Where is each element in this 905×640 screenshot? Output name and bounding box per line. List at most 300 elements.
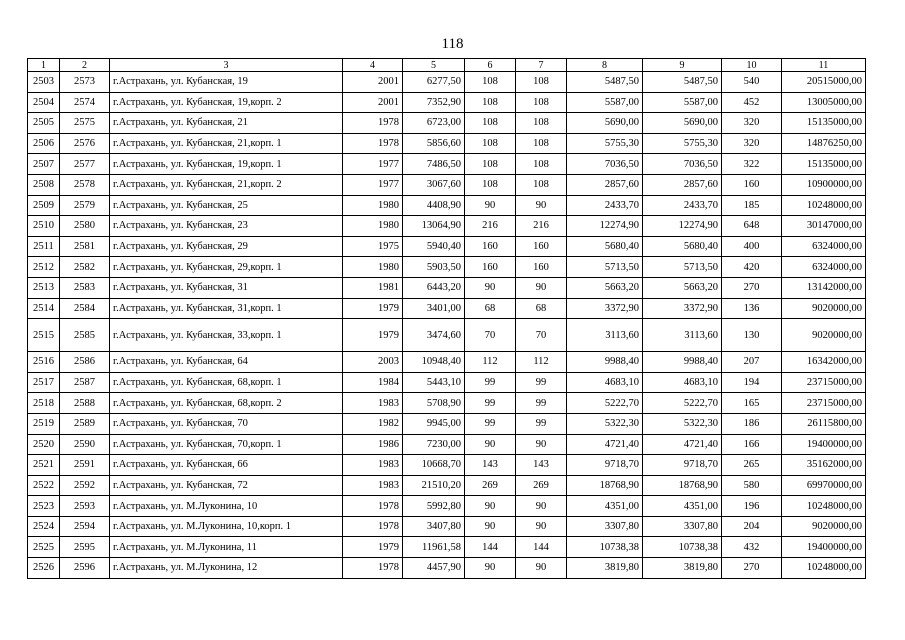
table-cell: 1979 [343,537,403,558]
table-cell: 1977 [343,174,403,195]
table-cell: 2580 [60,216,110,237]
table-cell: 1983 [343,393,403,414]
table-cell: 540 [722,72,782,93]
table-cell: 99 [465,393,516,414]
page-number: 118 [441,36,464,52]
table-cell: 9020000,00 [782,298,866,319]
table-cell: 143 [465,455,516,476]
table-cell: 7230,00 [403,434,465,455]
table-cell: 204 [722,516,782,537]
table-cell: 3307,80 [643,516,722,537]
table-cell: 10948,40 [403,352,465,373]
table-cell: 2574 [60,92,110,113]
column-header: 7 [516,59,567,72]
table-cell: г.Астрахань, ул. Кубанская, 68,корп. 2 [110,393,343,414]
table-row [28,298,866,319]
table-cell: 6324000,00 [782,257,866,278]
table-cell: 3113,60 [643,319,722,352]
table-cell: 165 [722,393,782,414]
table-cell: 2857,60 [567,174,643,195]
table-cell: 23715000,00 [782,393,866,414]
table-cell: 2588 [60,393,110,414]
column-header: 10 [722,59,782,72]
table-cell: 3407,80 [403,516,465,537]
table-cell: 19400000,00 [782,537,866,558]
table-cell: 7352,90 [403,92,465,113]
table-cell: г.Астрахань, ул. М.Луконина, 12 [110,558,343,579]
table-cell: г.Астрахань, ул. Кубанская, 19 [110,72,343,93]
table-cell: 99 [465,413,516,434]
table-cell: 108 [516,113,567,134]
table-cell: 5680,40 [567,236,643,257]
table-cell: 1981 [343,277,403,298]
table-cell: 2003 [343,352,403,373]
table-cell: 2577 [60,154,110,175]
table-row [28,516,866,537]
table-cell: 7036,50 [567,154,643,175]
table-cell: 136 [722,298,782,319]
table-cell: 1982 [343,413,403,434]
table-cell: 99 [465,372,516,393]
table-cell: 2589 [60,413,110,434]
table-cell: г.Астрахань, ул. Кубанская, 66 [110,455,343,476]
table-cell: 5856,60 [403,133,465,154]
table-cell: 112 [516,352,567,373]
table-cell: 5322,30 [643,413,722,434]
table-cell: 1980 [343,216,403,237]
table-cell: 2584 [60,298,110,319]
table-cell: 3819,80 [567,558,643,579]
table-cell: 144 [465,537,516,558]
table-cell: 4721,40 [567,434,643,455]
table-cell: 580 [722,475,782,496]
table-cell: г.Астрахань, ул. Кубанская, 70,корп. 1 [110,434,343,455]
table-cell: 2518 [28,393,60,414]
table-cell: г.Астрахань, ул. Кубанская, 19,корп. 2 [110,92,343,113]
table-cell: 4457,90 [403,558,465,579]
table-cell: 5992,80 [403,496,465,517]
table-cell: 130 [722,319,782,352]
table-row [28,393,866,414]
table-cell: 2857,60 [643,174,722,195]
table-cell: г.Астрахань, ул. Кубанская, 68,корп. 1 [110,372,343,393]
table-cell: 5755,30 [567,133,643,154]
table-cell: 5587,00 [567,92,643,113]
table-cell: 4721,40 [643,434,722,455]
table-row [28,434,866,455]
table-cell: 320 [722,113,782,134]
table-cell: 269 [516,475,567,496]
table-cell: 99 [516,393,567,414]
table-cell: 5755,30 [643,133,722,154]
table-cell: 5903,50 [403,257,465,278]
table-cell: 23715000,00 [782,372,866,393]
table-cell: 4683,10 [567,372,643,393]
table-cell: г.Астрахань, ул. Кубанская, 31 [110,277,343,298]
table-row [28,352,866,373]
table-cell: 3819,80 [643,558,722,579]
column-header: 3 [110,59,343,72]
table-cell: 3307,80 [567,516,643,537]
table-cell: 2509 [28,195,60,216]
table-cell: 12274,90 [643,216,722,237]
table-cell: г.Астрахань, ул. Кубанская, 72 [110,475,343,496]
table-cell: 15135000,00 [782,154,866,175]
table-cell: 186 [722,413,782,434]
table-cell: 166 [722,434,782,455]
table-cell: 2001 [343,92,403,113]
table-cell: 10900000,00 [782,174,866,195]
table-cell: 5690,00 [567,113,643,134]
table-cell: 322 [722,154,782,175]
table-cell: 207 [722,352,782,373]
table-cell: 10738,38 [643,537,722,558]
table-cell: 5940,40 [403,236,465,257]
table-cell: 90 [465,195,516,216]
table-cell: 2522 [28,475,60,496]
table-cell: 99 [516,413,567,434]
table-cell: 2514 [28,298,60,319]
table-cell: 5708,90 [403,393,465,414]
table-cell: 160 [516,257,567,278]
table-cell: 9020000,00 [782,516,866,537]
column-header: 1 [28,59,60,72]
table-cell: 2503 [28,72,60,93]
table-cell: 13064,90 [403,216,465,237]
table-cell: 19400000,00 [782,434,866,455]
table-cell: 2506 [28,133,60,154]
column-header: 4 [343,59,403,72]
table-cell: 160 [465,236,516,257]
table-cell: 1978 [343,133,403,154]
table-cell: 2594 [60,516,110,537]
table-cell: 10738,38 [567,537,643,558]
column-header: 11 [782,59,866,72]
table-cell: 30147000,00 [782,216,866,237]
table-cell: 9988,40 [567,352,643,373]
table-cell: 2596 [60,558,110,579]
table-cell: г.Астрахань, ул. Кубанская, 33,корп. 1 [110,319,343,352]
table-row [28,195,866,216]
table-cell: 5222,70 [567,393,643,414]
table-cell: 1978 [343,496,403,517]
table-cell: 320 [722,133,782,154]
column-header: 9 [643,59,722,72]
table-cell: 194 [722,372,782,393]
table-row [28,92,866,113]
table-cell: 20515000,00 [782,72,866,93]
table-cell: 144 [516,537,567,558]
table-cell: 1978 [343,558,403,579]
table-cell: 1983 [343,475,403,496]
table-cell: 4351,00 [567,496,643,517]
table-cell: 3372,90 [643,298,722,319]
table-cell: 2523 [28,496,60,517]
table-cell: 99 [516,372,567,393]
table-cell: 2504 [28,92,60,113]
table-cell: 4408,90 [403,195,465,216]
table-cell: 108 [516,92,567,113]
table-cell: 35162000,00 [782,455,866,476]
table-row [28,133,866,154]
table-cell: 2510 [28,216,60,237]
table-cell: 2513 [28,277,60,298]
table-cell: 1986 [343,434,403,455]
table-cell: 5222,70 [643,393,722,414]
table-row [28,277,866,298]
table-cell: 9945,00 [403,413,465,434]
table-cell: 2516 [28,352,60,373]
table-cell: 2583 [60,277,110,298]
table-cell: 5487,50 [567,72,643,93]
table-cell: 196 [722,496,782,517]
table-cell: 2581 [60,236,110,257]
table-cell: 1984 [343,372,403,393]
table-cell: г.Астрахань, ул. Кубанская, 31,корп. 1 [110,298,343,319]
table-cell: 452 [722,92,782,113]
table-cell: 4683,10 [643,372,722,393]
table-cell: 270 [722,558,782,579]
table-cell: 2593 [60,496,110,517]
table-cell: 3401,00 [403,298,465,319]
table-cell: 13005000,00 [782,92,866,113]
table-cell: 12274,90 [567,216,643,237]
table-cell: 648 [722,216,782,237]
table-cell: 108 [465,154,516,175]
table-cell: 108 [516,174,567,195]
table-cell: 400 [722,236,782,257]
table-row [28,413,866,434]
table-row [28,537,866,558]
table-cell: 2575 [60,113,110,134]
table-cell: г.Астрахань, ул. Кубанская, 29 [110,236,343,257]
table-cell: 5680,40 [643,236,722,257]
table-cell: 10248000,00 [782,496,866,517]
table-cell: 2505 [28,113,60,134]
table-cell: 3372,90 [567,298,643,319]
table-cell: г.Астрахань, ул. Кубанская, 23 [110,216,343,237]
table-cell: 6324000,00 [782,236,866,257]
table-cell: 112 [465,352,516,373]
table-cell: 6277,50 [403,72,465,93]
table-cell: 2508 [28,174,60,195]
table-row [28,257,866,278]
table-cell: 3113,60 [567,319,643,352]
table-cell: 2433,70 [567,195,643,216]
table-cell: 7486,50 [403,154,465,175]
table-cell: 2517 [28,372,60,393]
table-cell: 2586 [60,352,110,373]
table-cell: 2592 [60,475,110,496]
table-cell: 4351,00 [643,496,722,517]
table-row [28,154,866,175]
table-cell: 1979 [343,319,403,352]
table-cell: 10248000,00 [782,195,866,216]
table-cell: 5690,00 [643,113,722,134]
table-cell: 90 [465,558,516,579]
table-cell: 1979 [343,298,403,319]
table-cell: 70 [465,319,516,352]
table-cell: 1977 [343,154,403,175]
table-cell: 5713,50 [643,257,722,278]
table-cell: 160 [516,236,567,257]
table-body [28,72,866,579]
table-cell: 108 [516,154,567,175]
table-cell: 265 [722,455,782,476]
table-row [28,113,866,134]
table-cell: 90 [465,277,516,298]
table-cell: 7036,50 [643,154,722,175]
table-cell: 2526 [28,558,60,579]
table-cell: 2512 [28,257,60,278]
table-cell: 11961,58 [403,537,465,558]
table-cell: 2590 [60,434,110,455]
table-cell: 5443,10 [403,372,465,393]
table-cell: 108 [516,72,567,93]
table-row [28,319,866,352]
table-cell: 5487,50 [643,72,722,93]
table-cell: 68 [465,298,516,319]
table-cell: 10668,70 [403,455,465,476]
table-cell: 216 [516,216,567,237]
table-cell: 26115800,00 [782,413,866,434]
table-cell: 16342000,00 [782,352,866,373]
table-cell: 108 [465,72,516,93]
table-cell: 2525 [28,537,60,558]
table-cell: 5663,20 [643,277,722,298]
table-cell: 6443,20 [403,277,465,298]
table-cell: г.Астрахань, ул. Кубанская, 21,корп. 1 [110,133,343,154]
table-cell: 143 [516,455,567,476]
table-cell: 108 [465,113,516,134]
table-cell: 2507 [28,154,60,175]
table-cell: 90 [516,516,567,537]
table-cell: г.Астрахань, ул. Кубанская, 70 [110,413,343,434]
table-cell: 6723,00 [403,113,465,134]
table-cell: 1980 [343,195,403,216]
table-row [28,558,866,579]
table-cell: 216 [465,216,516,237]
column-header: 5 [403,59,465,72]
table-cell: 2524 [28,516,60,537]
table-cell: 18768,90 [643,475,722,496]
table-cell: 269 [465,475,516,496]
table-cell: 185 [722,195,782,216]
table-row [28,72,866,93]
table-row [28,236,866,257]
table-cell: 2578 [60,174,110,195]
table-cell: г.Астрахань, ул. Кубанская, 29,корп. 1 [110,257,343,278]
table-row [28,475,866,496]
table-cell: 68 [516,298,567,319]
table-cell: 2521 [28,455,60,476]
table-cell: г.Астрахань, ул. М.Луконина, 11 [110,537,343,558]
table-cell: 70 [516,319,567,352]
table-cell: 10248000,00 [782,558,866,579]
table-cell: г.Астрахань, ул. Кубанская, 25 [110,195,343,216]
table-cell: 18768,90 [567,475,643,496]
table-cell: г.Астрахань, ул. Кубанская, 21,корп. 2 [110,174,343,195]
table-cell: 13142000,00 [782,277,866,298]
table-cell: 3474,60 [403,319,465,352]
table-cell: 90 [465,516,516,537]
table-cell: 108 [516,133,567,154]
housing-register-table [27,58,866,579]
table-cell: 2511 [28,236,60,257]
table-cell: 90 [516,434,567,455]
table-cell: 2519 [28,413,60,434]
table-cell: 9020000,00 [782,319,866,352]
table-cell: 160 [722,174,782,195]
table-cell: 21510,20 [403,475,465,496]
table-cell: г.Астрахань, ул. Кубанская, 64 [110,352,343,373]
table-cell: 9718,70 [643,455,722,476]
table-cell: 15135000,00 [782,113,866,134]
table-cell: 1978 [343,113,403,134]
table-cell: 90 [465,434,516,455]
table-cell: г.Астрахань, ул. Кубанская, 19,корп. 1 [110,154,343,175]
table-cell: 2515 [28,319,60,352]
table-cell: 5322,30 [567,413,643,434]
table-row [28,496,866,517]
table-row [28,372,866,393]
table-row [28,455,866,476]
table-row [28,216,866,237]
table-cell: 270 [722,277,782,298]
table-header-row [28,59,866,72]
table-cell: 1983 [343,455,403,476]
table-cell: 9988,40 [643,352,722,373]
table-cell: 2582 [60,257,110,278]
table-cell: 9718,70 [567,455,643,476]
table-cell: 2595 [60,537,110,558]
table-cell: 420 [722,257,782,278]
table-cell: 90 [516,195,567,216]
table-cell: 2433,70 [643,195,722,216]
table-cell: 1978 [343,516,403,537]
table-cell: г.Астрахань, ул. М.Луконина, 10 [110,496,343,517]
table-cell: 108 [465,92,516,113]
table-cell: 432 [722,537,782,558]
table-cell: 2520 [28,434,60,455]
table-cell: 3067,60 [403,174,465,195]
table-cell: 14876250,00 [782,133,866,154]
table-cell: 2585 [60,319,110,352]
table-cell: г.Астрахань, ул. Кубанская, 21 [110,113,343,134]
table-cell: 90 [516,277,567,298]
column-header: 8 [567,59,643,72]
table-cell: 5663,20 [567,277,643,298]
table-row [28,174,866,195]
table-cell: 108 [465,133,516,154]
table-cell: 2001 [343,72,403,93]
table-cell: 2587 [60,372,110,393]
column-header: 6 [465,59,516,72]
table-cell: 1980 [343,257,403,278]
column-header: 2 [60,59,110,72]
table-cell: 2576 [60,133,110,154]
table-cell: 2573 [60,72,110,93]
table-cell: 2579 [60,195,110,216]
table-cell: 90 [516,558,567,579]
table-cell: 160 [465,257,516,278]
table-cell: 90 [516,496,567,517]
table-cell: 5587,00 [643,92,722,113]
table-cell: 108 [465,174,516,195]
table-cell: 1975 [343,236,403,257]
table-cell: г.Астрахань, ул. М.Луконина, 10,корп. 1 [110,516,343,537]
table-cell: 2591 [60,455,110,476]
